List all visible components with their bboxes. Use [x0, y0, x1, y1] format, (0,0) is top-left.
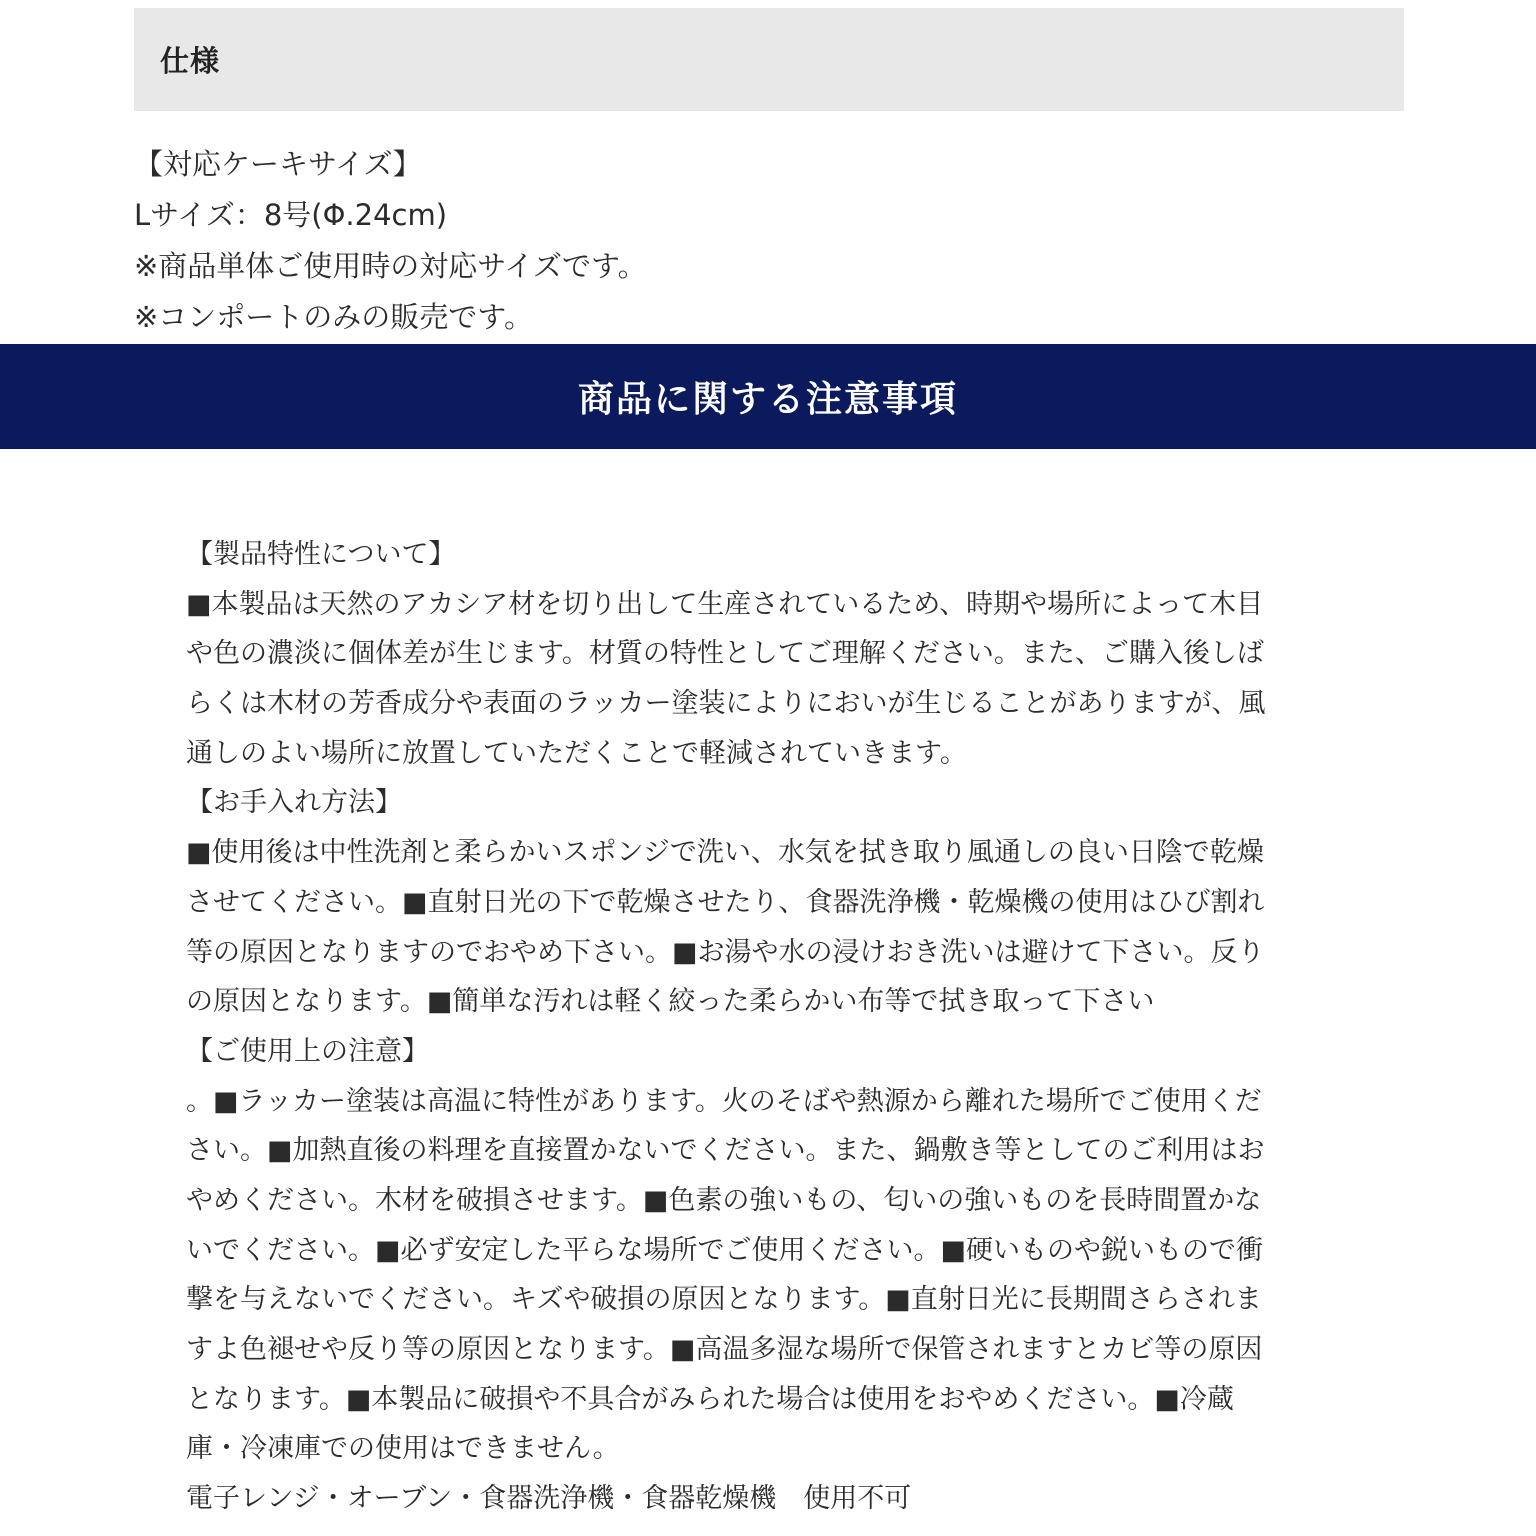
- notice-text-line: やめください。木材を破損させます。■色素の強いもの、匂いの強いものを長時間置かな: [186, 1184, 1262, 1216]
- notice-text-line: 庫・冷凍庫での使用はできません。: [186, 1433, 620, 1465]
- notice-text-line: いでください。■必ず安定した平らな場所でご使用ください。■硬いものや鋭いもので衝: [186, 1234, 1264, 1266]
- notice-text-line: すよ色褪せや反り等の原因となります。■高温多湿な場所で保管されますとカビ等の原因: [186, 1334, 1263, 1365]
- notice-text-line: させてください。■直射日光の下で乾燥させたり、食器洗浄機・乾燥機の使用はひび割れ: [186, 886, 1265, 918]
- spec-header: [134, 8, 1404, 111]
- notice-text-line: らくは木材の芳香成分や表面のラッカー塗装によりにおいが生じることがありますが、風: [186, 688, 1266, 720]
- notice-text-line: となります。■本製品に破損や不具合がみられた場合は使用をおやめください。■冷蔵: [186, 1383, 1234, 1415]
- spec-note-compote-only: ※コンポートのみの販売です。: [134, 300, 533, 334]
- usage-precautions-heading: 【ご使用上の注意】: [186, 1035, 429, 1067]
- spec-note-single-use: ※商品単体ご使用時の対応サイズです。: [134, 249, 647, 283]
- care-method-heading: 【お手入れ方法】: [186, 787, 402, 819]
- spec-cake-size-heading: 【対応ケーキサイズ】: [134, 147, 422, 181]
- notice-text-line: や色の濃淡に個体差が生じます。材質の特性としてご理解ください。また、ご購入後しば: [186, 638, 1264, 670]
- spec-title: 仕様: [160, 44, 221, 78]
- spec-body: [134, 139, 1404, 343]
- unusable-appliances-line: 電子レンジ・オーブン・食器洗浄機・食器乾燥機 使用不可: [186, 1483, 912, 1515]
- notice-text-line: 。■ラッカー塗装は高温に特性があります。火のそばや熱源から離れた場所でご使用くだ: [186, 1085, 1262, 1117]
- notice-banner: [0, 344, 1536, 449]
- notice-text-line: 等の原因となりますのでおやめ下さい。■お湯や水の浸けおき洗いは避けて下さい。反り: [186, 936, 1265, 968]
- product-characteristics-heading: 【製品特性について】: [186, 539, 456, 570]
- notice-title: 商品に関する注意事項: [577, 379, 958, 420]
- notice-text-line: さい。■加熱直後の料理を直接置かないでください。また、鍋敷き等としてのご利用はお: [186, 1135, 1265, 1167]
- spec-size-value: Lサイズ：8号(Φ.24cm): [134, 198, 448, 232]
- notice-text-line: ■使用後は中性洗剤と柔らかいスポンジで洗い、水気を拭き取り風通しの良い日陰で乾燥: [186, 837, 1264, 869]
- notice-body: [186, 530, 1354, 1524]
- notice-text-line: の原因となります。■簡単な汚れは軽く絞った柔らかい布等で拭き取って下さい: [186, 986, 1155, 1018]
- notice-text-line: 通しのよい場所に放置していただくことで軽減されていきます。: [186, 737, 967, 769]
- notice-text-line: 撃を与えないでください。キズや破損の原因となります。■直射日光に長期間さらされま: [186, 1284, 1262, 1316]
- notice-text-line: ■本製品は天然のアカシア材を切り出して生産されているため、時期や場所によって木目: [186, 588, 1264, 620]
